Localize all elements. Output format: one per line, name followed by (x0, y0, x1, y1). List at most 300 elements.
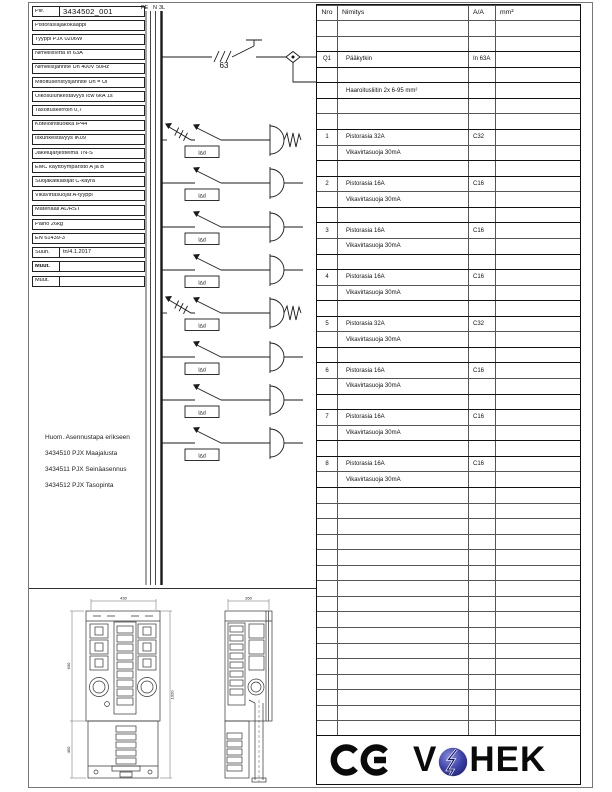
parts-row (317, 409, 580, 425)
parts-row (317, 643, 580, 659)
spec-row (32, 120, 145, 131)
parts-cell-mm2 (495, 83, 580, 98)
parts-cell-mm2 (495, 177, 580, 192)
parts-cell-aa (468, 675, 495, 690)
parts-cell-aa: C32 (468, 317, 495, 332)
parts-cell-nro: 3 (325, 227, 329, 234)
rcd-box-label: I∆d (198, 367, 206, 374)
spec-row (32, 176, 145, 187)
parts-cell-aa (468, 581, 495, 596)
parts-row (317, 207, 580, 223)
parts-cell-nimitys (337, 21, 468, 36)
parts-cell-nro (317, 37, 337, 52)
parts-cell-nro: Q1 (322, 56, 331, 63)
parts-cell-nimitys: Pistorasia 16A (337, 363, 468, 378)
parts-cell-mm2 (495, 239, 580, 254)
parts-row (317, 347, 580, 363)
parts-cell-nimitys (337, 68, 468, 83)
parts-row (317, 689, 580, 705)
parts-row (317, 440, 580, 456)
parts-cell-mm2 (495, 644, 580, 659)
parts-cell-mm2 (495, 379, 580, 394)
parts-cell-nimitys: Vikavirtasuoja 30mA (337, 472, 468, 487)
parts-cell-mm2 (495, 410, 580, 425)
parts-cell-mm2 (495, 146, 580, 161)
parts-cell-nro (317, 535, 337, 550)
spec-value (59, 277, 142, 286)
parts-row (317, 362, 580, 378)
spec-label: Suun. (35, 249, 50, 255)
parts-cell-aa (468, 504, 495, 519)
parts-row (317, 658, 580, 674)
parts-cell-aa (468, 628, 495, 643)
spec-label: Mitoituseristysjännite Un = Ui (35, 79, 108, 85)
parts-cell-aa: C16 (468, 177, 495, 192)
ce-mark-icon (329, 742, 391, 778)
parts-cell-mm2 (495, 130, 580, 145)
spec-row (32, 233, 145, 244)
parts-row (317, 471, 580, 487)
parts-cell-aa: C16 (468, 457, 495, 472)
parts-row (317, 176, 580, 192)
parts-cell-aa: C16 (468, 363, 495, 378)
logo-box (316, 735, 581, 785)
parts-cell-nro (317, 675, 337, 690)
parts-cell-nro (317, 146, 337, 161)
parts-row (317, 580, 580, 596)
parts-cell-nro (317, 519, 337, 534)
parts-cell-aa (468, 255, 495, 270)
parts-row (317, 378, 580, 394)
parts-cell-nro (317, 192, 337, 207)
parts-cell-nro (317, 426, 337, 441)
spec-row (32, 6, 145, 17)
spec-label: Materiaali AL/RST (35, 207, 81, 213)
socket-outlet-icon (270, 211, 284, 243)
upper-height-dim-label: 630 (66, 662, 71, 670)
spec-row (32, 34, 145, 45)
parts-cell-aa (468, 597, 495, 612)
parts-cell-nro (317, 114, 337, 129)
parts-cell-nimitys: Nimitys (337, 6, 468, 21)
spec-row (32, 91, 145, 102)
parts-row (317, 425, 580, 441)
branch-circuits (135, 119, 316, 466)
parts-row (317, 596, 580, 612)
brand-text-left: V (413, 740, 438, 780)
parts-cell-aa (468, 612, 495, 627)
branch-circuit-row (135, 379, 316, 422)
parts-cell-nimitys (337, 395, 468, 410)
parts-cell-aa (468, 239, 495, 254)
parts-cell-nimitys (337, 37, 468, 52)
parts-cell-nro (317, 659, 337, 674)
spec-row (32, 205, 145, 216)
spec-label: Piir. (35, 8, 45, 14)
note-line: 3434512 PJX Tasopinta (45, 482, 114, 489)
parts-cell-mm2 (495, 114, 580, 129)
globe-lightning-icon (438, 747, 468, 777)
parts-cell-nro (317, 472, 337, 487)
bus-label-pe: PE (141, 5, 149, 11)
parts-cell-nimitys (337, 581, 468, 596)
rcd-box-label: I∆d (198, 453, 206, 460)
parts-cell-nro (317, 379, 337, 394)
parts-cell-aa: In 63A (468, 52, 495, 67)
rcd-box-label: I∆d (198, 194, 206, 201)
bus-label-3l: 3L (159, 5, 166, 11)
parts-cell-aa (468, 99, 495, 114)
parts-row (317, 549, 580, 565)
parts-cell-nimitys: Vikavirtasuoja 30mA (337, 332, 468, 347)
branch-circuit-row (135, 119, 316, 162)
spec-row (32, 276, 145, 287)
parts-cell-nimitys (337, 550, 468, 565)
parts-cell-nimitys: Vikavirtasuoja 30mA (337, 379, 468, 394)
parts-cell-nro: 1 (325, 134, 329, 141)
parts-cell-mm2 (495, 192, 580, 207)
parts-cell-nro: 8 (325, 461, 329, 468)
parts-cell-nimitys (337, 488, 468, 503)
socket-outlet-icon (270, 167, 284, 199)
parts-cell-nimitys (337, 675, 468, 690)
parts-cell-mm2 (495, 690, 580, 705)
front-width-dim-label: 430 (120, 595, 127, 601)
front-view-drawing (86, 611, 160, 778)
spec-label: Iskunkestävyys IK09 (35, 136, 86, 142)
parts-cell-mm2 (495, 519, 580, 534)
parts-cell-mm2 (495, 488, 580, 503)
parts-cell-aa (468, 659, 495, 674)
parts-row (317, 331, 580, 347)
side-view-drawing (225, 611, 272, 782)
parts-cell-nimitys: Pistorasia 16A (337, 177, 468, 192)
parts-row (317, 674, 580, 690)
parts-row (317, 113, 580, 129)
parts-cell-nimitys (337, 535, 468, 550)
parts-cell-nimitys: Vikavirtasuoja 30mA (337, 239, 468, 254)
branch-circuit-row (135, 206, 316, 249)
spec-table (32, 6, 145, 290)
spec-label: Nimellisvirta In 63A (35, 51, 83, 57)
parts-cell-nimitys (337, 504, 468, 519)
parts-cell-nro: 6 (325, 367, 329, 374)
parts-row (317, 254, 580, 270)
spec-label: Tasoituskerroin 0,7 (35, 108, 82, 114)
parts-cell-mm2 (495, 612, 580, 627)
base-height-dim-label: 450 (66, 746, 71, 754)
parts-cell-mm2 (495, 581, 580, 596)
parts-cell-aa (468, 644, 495, 659)
parts-cell-mm2 (495, 550, 580, 565)
parts-cell-mm2 (495, 317, 580, 332)
parts-cell-mm2 (495, 395, 580, 410)
parts-cell-nimitys: Pistorasia 16A (337, 457, 468, 472)
parts-row (317, 285, 580, 301)
parts-cell-nimitys (337, 706, 468, 721)
parts-row (317, 269, 580, 285)
branch-circuit-row (135, 422, 316, 465)
parts-cell-mm2 (495, 208, 580, 223)
parts-cell-nro (317, 566, 337, 581)
parts-row (317, 705, 580, 721)
parts-cell-nimitys (337, 597, 468, 612)
socket-outlet-icon (270, 124, 284, 156)
parts-row (317, 627, 580, 643)
parts-cell-nimitys: Pistorasia 32A (337, 130, 468, 145)
parts-cell-aa (468, 192, 495, 207)
branch-breaker-icon (162, 296, 195, 314)
parts-cell-nimitys (337, 644, 468, 659)
parts-cell-mm2 (495, 301, 580, 316)
parts-cell-aa: C16 (468, 270, 495, 285)
socket-outlet-icon (270, 254, 284, 286)
parts-cell-nro (317, 255, 337, 270)
parts-cell-nimitys: Pistorasia 32A (337, 317, 468, 332)
parts-cell-mm2 (495, 457, 580, 472)
parts-cell-nimitys: Pistorasia 16A (337, 223, 468, 238)
parts-cell-mm2 (495, 223, 580, 238)
parts-cell-nimitys (337, 99, 468, 114)
parts-cell-nimitys (337, 161, 468, 176)
parts-cell-nro (317, 488, 337, 503)
parts-cell-nro (317, 581, 337, 596)
spec-row (32, 190, 145, 201)
parts-cell-aa (468, 519, 495, 534)
parts-cell-nimitys: Haaroitusliitin 2x 6-95 mm² (337, 83, 468, 98)
parts-row (317, 51, 580, 67)
parts-row (317, 316, 580, 332)
parts-cell-aa (468, 690, 495, 705)
brand-text-right: HEK (469, 740, 547, 780)
connector-dot-icon (292, 56, 295, 59)
socket-outlet-icon (270, 384, 284, 416)
parts-cell-mm2 (495, 68, 580, 83)
spec-label: Paino 26kg (35, 221, 63, 227)
parts-cell-aa (468, 566, 495, 581)
branch-breaker-icon (162, 123, 195, 141)
side-width-dim-label: 260 (245, 595, 252, 601)
parts-row (317, 394, 580, 410)
parts-cell-nimitys: Pistorasia 16A (337, 270, 468, 285)
parts-cell-nimitys: Vikavirtasuoja 30mA (337, 286, 468, 301)
bus-label-n: N (153, 5, 157, 11)
parts-cell-mm2 (495, 706, 580, 721)
parts-cell-aa: C16 (468, 223, 495, 238)
parts-cell-aa (468, 395, 495, 410)
parts-row (317, 82, 580, 98)
parts-row (317, 456, 580, 472)
parts-row (317, 238, 580, 254)
parts-cell-nimitys (337, 348, 468, 363)
spec-label: Suojakatkaisijat C-käyrä (35, 178, 96, 184)
parts-cell-mm2 (495, 659, 580, 674)
note-line: 3434511 PJX Seinäasennus (45, 466, 127, 473)
spec-row (32, 77, 145, 88)
parts-cell-nimitys (337, 690, 468, 705)
socket-outlet-icon (270, 427, 284, 459)
parts-row (317, 720, 580, 736)
parts-row (317, 145, 580, 161)
parts-cell-nro (317, 208, 337, 223)
parts-row (317, 98, 580, 114)
rcd-box-label: I∆d (198, 410, 206, 417)
parts-cell-nimitys (337, 566, 468, 581)
parts-cell-aa (468, 161, 495, 176)
parts-cell-nro (317, 706, 337, 721)
spec-row (32, 63, 145, 74)
parts-cell-aa (468, 301, 495, 316)
parts-cell-aa (468, 21, 495, 36)
rcd-box-label: I∆d (198, 280, 206, 287)
parts-table (316, 4, 581, 737)
spec-label: EN 61439-3 (35, 235, 65, 241)
parts-cell-mm2 (495, 37, 580, 52)
parts-cell-aa: C32 (468, 130, 495, 145)
vohek-logo (413, 740, 546, 780)
parts-cell-nro (317, 21, 337, 36)
branch-circuit-row (135, 336, 316, 379)
parts-cell-nro (317, 597, 337, 612)
rcd-box-label: I∆d (198, 324, 206, 331)
parts-cell-nimitys (337, 301, 468, 316)
parts-cell-nro (317, 83, 337, 98)
parts-cell-nro (317, 301, 337, 316)
parts-cell-aa (468, 535, 495, 550)
parts-cell-aa (468, 472, 495, 487)
parts-row (317, 191, 580, 207)
rcd-box-label: I∆d (198, 237, 206, 244)
parts-cell-nro (317, 332, 337, 347)
parts-cell-nro: 4 (325, 274, 329, 281)
parts-cell-nimitys (337, 612, 468, 627)
parts-cell-mm2 (495, 628, 580, 643)
parts-cell-nro (317, 239, 337, 254)
parts-row (317, 487, 580, 503)
parts-cell-nro (317, 612, 337, 627)
parts-cell-aa (468, 83, 495, 98)
note-line: 3434510 PJX Maajalusta (45, 450, 118, 457)
main-switch-blade-icon (232, 46, 254, 57)
parts-row (317, 565, 580, 581)
parts-row (317, 129, 580, 145)
parts-cell-nimitys (337, 255, 468, 270)
parts-row (317, 534, 580, 550)
parts-cell-mm2 (495, 52, 580, 67)
parts-cell-mm2 (495, 348, 580, 363)
spec-row (32, 134, 145, 145)
parts-cell-nro (317, 628, 337, 643)
parts-cell-aa (468, 286, 495, 301)
parts-cell-aa (468, 37, 495, 52)
parts-cell-nro: 7 (325, 414, 329, 421)
spec-value: 3434502_001 (59, 7, 142, 16)
spec-label: Pistorasiajakokaappi (35, 22, 87, 28)
parts-row (317, 611, 580, 627)
parts-row (317, 20, 580, 36)
spec-label: Vikavirtasuojat A-tyyppi (35, 193, 93, 199)
spec-label: Tyyppi PJX 0206W (35, 37, 83, 43)
spec-row (32, 261, 145, 272)
spec-label: Nimellisjännite Un 400V 50Hz (35, 65, 109, 71)
spec-row (32, 105, 145, 116)
parts-cell-nro (317, 161, 337, 176)
parts-cell-mm2 (495, 21, 580, 36)
note-line: Huom. Asennustapa erikseen (45, 434, 130, 441)
parts-cell-mm2 (495, 535, 580, 550)
parts-cell-mm2 (495, 721, 580, 736)
parts-cell-nro (317, 348, 337, 363)
parts-cell-nimitys (337, 659, 468, 674)
parts-cell-nro: Nro (321, 9, 333, 17)
spec-value: tn/4.1.2017 (59, 248, 142, 257)
parts-row (317, 503, 580, 519)
parts-cell-nro (317, 644, 337, 659)
parts-row (317, 222, 580, 238)
parts-cell-mm2 (495, 270, 580, 285)
parts-cell-nro (317, 68, 337, 83)
parts-cell-mm2 (495, 286, 580, 301)
parts-cell-mm2 (495, 255, 580, 270)
parts-cell-nimitys (337, 441, 468, 456)
spec-row (32, 49, 145, 60)
spec-value (59, 262, 142, 271)
parts-cell-mm2 (495, 441, 580, 456)
parts-cell-nimitys: Vikavirtasuoja 30mA (337, 426, 468, 441)
branch-circuit-row (135, 162, 316, 205)
parts-cell-nro (317, 99, 337, 114)
cabinet-drawings (30, 592, 316, 790)
spec-label: Muut. (35, 264, 50, 270)
parts-cell-nimitys: Pääkytkin (337, 52, 468, 67)
ce-mark-text (317, 760, 318, 761)
parts-cell-nimitys (337, 721, 468, 736)
parts-cell-aa (468, 550, 495, 565)
parts-row (317, 518, 580, 534)
parts-cell-aa: C16 (468, 410, 495, 425)
branch-circuit-row (135, 249, 316, 292)
parts-cell-aa (468, 348, 495, 363)
installation-notes (45, 430, 130, 494)
parts-cell-nro (317, 286, 337, 301)
parts-cell-aa (468, 68, 495, 83)
parts-cell-nro (317, 441, 337, 456)
parts-cell-aa (468, 441, 495, 456)
spec-row (32, 162, 145, 173)
parts-cell-mm2 (495, 504, 580, 519)
parts-cell-nro (317, 550, 337, 565)
rcd-box-label: I∆d (198, 150, 206, 157)
parts-cell-nimitys (337, 628, 468, 643)
parts-row (317, 36, 580, 52)
parts-cell-aa (468, 114, 495, 129)
parts-cell-nimitys (337, 519, 468, 534)
parts-cell-nro (317, 721, 337, 736)
parts-cell-mm2 (495, 597, 580, 612)
parts-cell-aa (468, 706, 495, 721)
parts-row (317, 160, 580, 176)
parts-cell-mm2: mm² (495, 6, 580, 21)
parts-cell-nimitys: Pistorasia 16A (337, 410, 468, 425)
branch-circuit-row (135, 292, 316, 335)
parts-cell-nro (317, 395, 337, 410)
spec-row (32, 247, 145, 258)
parts-cell-nimitys (337, 114, 468, 129)
parts-cell-mm2 (495, 566, 580, 581)
parts-cell-nimitys: Vikavirtasuoja 30mA (337, 192, 468, 207)
main-switch-rating-label: 63 (219, 61, 229, 70)
spec-label: Oikosulunkestävyys Icw 6kA 1s (35, 93, 113, 99)
